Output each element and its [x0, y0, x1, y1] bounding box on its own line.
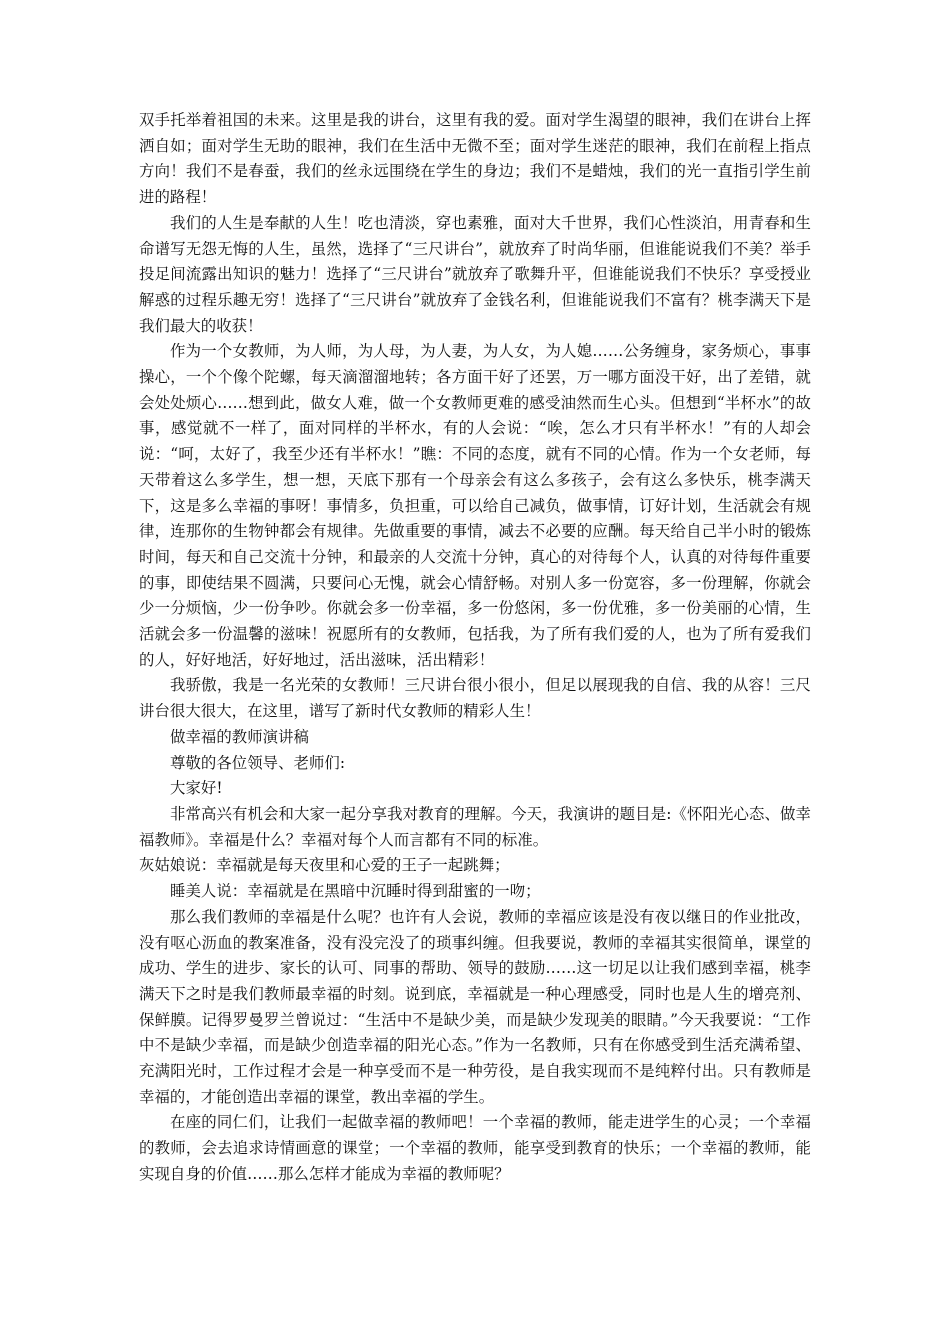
speech-title: 做幸福的教师演讲稿 [170, 727, 309, 746]
salutation: 尊敬的各位领导、老师们: [170, 753, 346, 772]
paragraph-sleeping-beauty: 睡美人说：幸福就是在黑暗中沉睡时得到甜蜜的一吻； [170, 882, 541, 901]
paragraph-intro: 非常高兴有机会和大家一起分享我对教育的理解。今天，我演讲的题目是:《怀阳光心态、做幸福教师》。幸福是什么？幸福对每个人而言都有不同的标准。 [139, 804, 811, 849]
paragraph-2: 我们的人生是奉献的人生！吃也清淡，穿也素雅，面对大千世界，我们心性淡泊，用青春和生命谱写无怨无悔的人生，虽然，选择了“三尺讲台”，就放弃了时尚华丽，但谁能说我们不美？举手投足间流露出知识的魅力！选择了“三尺讲台”就放弃了歌舞升平，但谁能说我们不快乐？享受授业解惑的过程乐趣无穷！选择了“三尺讲台”就放弃了金钱名利，但谁能说我们不富有？桃李满天下是我们最大的收获！ [139, 213, 811, 335]
paragraph-closing: 在座的同仁们，让我们一起做幸福的教师吧！一个幸福的教师，能走进学生的心灵；一个幸福的教师，会去追求诗情画意的课堂；一个幸福的教师，能享受到教育的快乐；一个幸福的教师，能实现自身的价值……那么怎样才能成为幸福的教师呢？ [139, 1113, 811, 1183]
greeting: 大家好! [170, 779, 223, 798]
paragraph-3: 作为一个女教师，为人师，为人母，为人妻，为人女，为人媳……公务缠身，家务烦心，事事操心，一个个像个陀螺，每天滴溜溜地转；各方面干好了还罢，万一哪方面没干好，出了差错，就会处处烦心……想到此，做女人难，做一个女教师更难的感受油然而生心头。但想到“半杯水”的故事，感觉就不一样了，面对同样的半杯水，有的人会说：“唉，怎么才只有半杯水！”有的人却会说：“呵，太好了，我至少还有半杯水！”瞧：不同的态度，就有不同的心情。作为一个女老师，每天带着这么多学生，想一想，天底下那有一个母亲会有这么多孩子，会有这么多快乐，桃李满天下，这是多么幸福的事呀！事情多，负担重，可以给自己减负，做事情，订好计划，生活就会有规律，连那你的生物钟都会有规律。先做重要的事情，减去不必要的应酬。每天给自己半小时的锻炼时间，每天和自己交流十分钟，和最亲的人交流十分钟，真心的对待每个人，认真的对待每件重要的事，即使结果不圆满，只要问心无愧，就会心情舒畅。对别人多一份宽容，多一份理解，你就会少一分烦恼，少一份争吵。你就会多一份幸福，多一份悠闲，多一份优雅，多一份美丽的心情，生活就会多一份温馨的滋味！祝愿所有的女教师，包括我，为了所有我们爱的人，也为了所有爱我们的人，好好地活，好好地过，活出滋味，活出精彩！ [139, 342, 811, 669]
paragraph-teacher-happiness: 那么我们教师的幸福是什么呢？也许有人会说，教师的幸福应该是没有夜以继日的作业批改，没有呕心沥血的教案准备，没有没完没了的琐事纠缠。但我要说，教师的幸福其实很简单，课堂的成功、学生的进步、家长的认可、同事的帮助、领导的鼓励……这一切足以让我们感到幸福，桃李满天下之时是我们教师最幸福的时刻。说到底，幸福就是一种心理感受，同时也是人生的增亮剂、保鲜膜。记得罗曼罗兰曾说过：“生活中不是缺少美，而是缺少发现美的眼睛。”今天我要说：“工作中不是缺少幸福，而是缺少创造幸福的阳光心态。”作为一名教师，只有在你感受到生活充满希望、充满阳光时，工作过程才会是一种享受而不是一种劳役，是自我实现而不是纯粹付出。只有教师是幸福的，才能创造出幸福的课堂，教出幸福的学生。 [139, 907, 811, 1106]
paragraph-4: 我骄傲，我是一名光荣的女教师！三尺讲台很小很小，但足以展现我的自信、我的从容！三尺讲台很大很大，在这里，谱写了新时代女教师的精彩人生！ [139, 676, 811, 721]
document-page [139, 108, 811, 1188]
paragraph-1: 双手托举着祖国的未来。这里是我的讲台，这里有我的爱。面对学生渴望的眼神，我们在讲台上挥洒自如；面对学生无助的眼神，我们在生活中无微不至；面对学生迷茫的眼神，我们在前程上指点方向！我们不是春蚕，我们的丝永远围绕在学生的身边；我们不是蜡烛，我们的光一直指引学生前进的路程！ [139, 111, 811, 207]
paragraph-cinderella: 灰姑娘说：幸福就是每天夜里和心爱的王子一起跳舞； [139, 856, 510, 875]
